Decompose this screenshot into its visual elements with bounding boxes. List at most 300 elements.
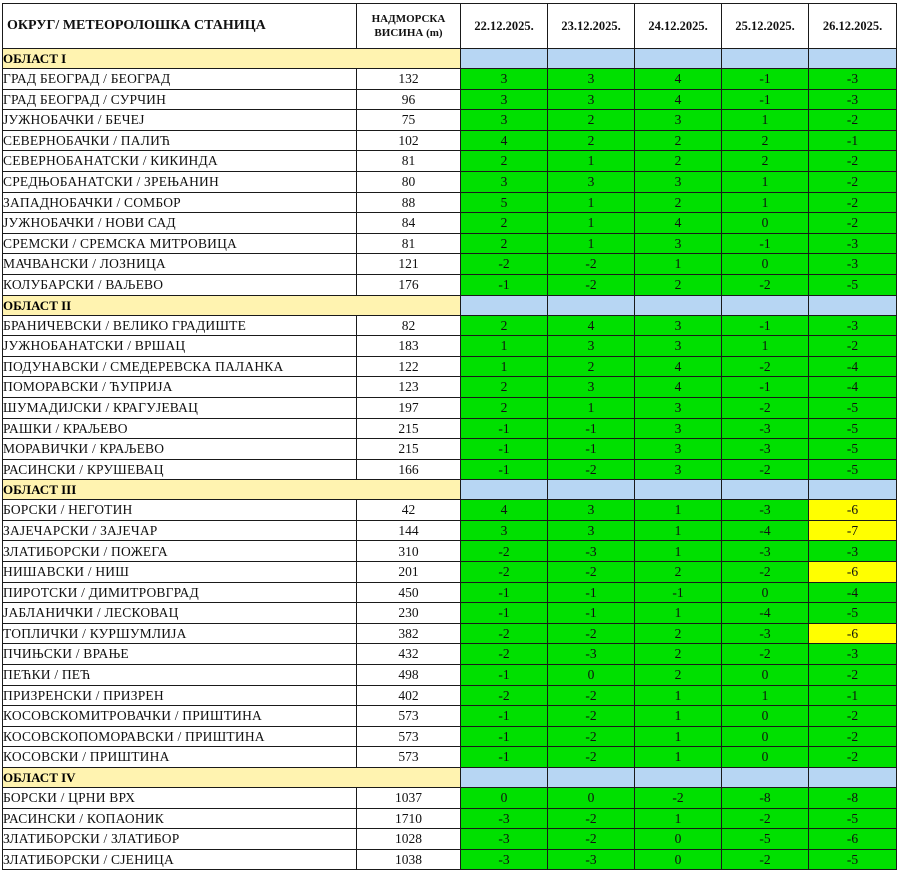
temperature-cell: 3 [461,171,548,192]
station-name: ЈУЖНОБАЧКИ / БЕЧЕЈ [3,110,357,131]
altitude-header-line1: НАДМОРСКА [371,13,446,25]
temperature-cell: -2 [809,665,897,686]
temperature-cell: 0 [635,829,722,850]
temperature-cell: 2 [635,644,722,665]
table-row [3,706,897,727]
temperature-cell: -2 [809,110,897,131]
table-row [3,151,897,172]
region-fill-cell [809,768,897,788]
region-label: ОБЛАСТ IV [3,768,461,788]
temperature-cell: 2 [461,315,548,336]
date-column-header: 22.12.2025. [461,4,548,49]
temperature-cell: -2 [635,788,722,809]
temperature-forecast-table [2,3,897,870]
table-row [3,520,897,541]
temperature-cell: 4 [635,69,722,90]
temperature-cell: -3 [548,541,635,562]
temperature-cell: 2 [722,130,809,151]
station-altitude: 81 [357,233,461,254]
region-fill-cell [461,768,548,788]
table-row [3,644,897,665]
station-altitude: 82 [357,315,461,336]
temperature-cell: 0 [722,582,809,603]
station-name: МОРАВИЧКИ / КРАЉЕВО [3,439,357,460]
temperature-cell: 0 [722,213,809,234]
temperature-cell: 4 [461,130,548,151]
temperature-cell: -3 [809,254,897,275]
table-row [3,788,897,809]
station-name: РАШКИ / КРАЉЕВО [3,418,357,439]
temperature-cell: 4 [635,89,722,110]
temperature-cell: 0 [461,788,548,809]
station-altitude: 75 [357,110,461,131]
temperature-cell: -1 [635,582,722,603]
table-row [3,623,897,644]
temperature-cell: -2 [809,706,897,727]
station-name: ЈУЖНОБАНАТСКИ / ВРШАЦ [3,336,357,357]
table-row [3,171,897,192]
station-name: СЕВЕРНОБАНАТСКИ / КИКИНДА [3,151,357,172]
region-fill-cell [548,49,635,69]
station-name: ГРАД БЕОГРАД / БЕОГРАД [3,69,357,90]
temperature-cell: -1 [722,89,809,110]
temperature-cell: 3 [548,500,635,521]
temperature-cell: 3 [548,377,635,398]
temperature-cell: -2 [722,356,809,377]
temperature-cell: 1 [461,336,548,357]
table-row [3,377,897,398]
station-altitude: 176 [357,274,461,295]
table-row [3,418,897,439]
temperature-cell: -3 [722,623,809,644]
station-name: КОЛУБАРСКИ / ВАЉЕВО [3,274,357,295]
station-altitude: 197 [357,397,461,418]
temperature-cell: -2 [548,747,635,768]
table-row [3,459,897,480]
temperature-cell: -2 [809,336,897,357]
temperature-cell: 3 [635,336,722,357]
station-altitude: 573 [357,726,461,747]
station-altitude: 102 [357,130,461,151]
temperature-cell: -3 [809,315,897,336]
temperature-cell: -2 [548,726,635,747]
temperature-cell: 3 [548,336,635,357]
temperature-cell: 0 [722,665,809,686]
table-row [3,254,897,275]
temperature-cell: -1 [461,439,548,460]
table-row [3,829,897,850]
station-altitude: 573 [357,747,461,768]
temperature-cell: -3 [548,849,635,870]
station-altitude: 432 [357,644,461,665]
temperature-cell: -5 [809,849,897,870]
station-name: КОСОВСКИ / ПРИШТИНА [3,747,357,768]
temperature-cell: 1 [722,685,809,706]
temperature-cell: -1 [548,582,635,603]
region-fill-cell [635,295,722,315]
altitude-column-header [357,4,461,49]
temperature-cell: 3 [548,69,635,90]
temperature-cell: -2 [809,171,897,192]
temperature-cell: 3 [635,233,722,254]
station-name: ЈАБЛАНИЧКИ / ЛЕСКОВАЦ [3,603,357,624]
region-fill-cell [461,295,548,315]
temperature-cell: 2 [548,130,635,151]
region-fill-cell [461,480,548,500]
temperature-cell: 4 [635,356,722,377]
temperature-cell: 2 [548,356,635,377]
station-altitude: 1037 [357,788,461,809]
temperature-cell: 2 [461,233,548,254]
station-name: РАСИНСКИ / КРУШЕВАЦ [3,459,357,480]
table-row [3,315,897,336]
station-name: СЕВЕРНОБАЧКИ / ПАЛИЋ [3,130,357,151]
station-name: ЗЛАТИБОРСКИ / ЗЛАТИБОР [3,829,357,850]
station-altitude: 81 [357,151,461,172]
temperature-cell: -2 [548,562,635,583]
station-name: БРАНИЧЕВСКИ / ВЕЛИКО ГРАДИШТЕ [3,315,357,336]
temperature-cell: 1 [722,171,809,192]
station-altitude: 1028 [357,829,461,850]
table-row [3,808,897,829]
temperature-cell: 5 [461,192,548,213]
temperature-cell: 2 [635,274,722,295]
station-altitude: 84 [357,213,461,234]
temperature-cell: -4 [722,520,809,541]
temperature-cell: -3 [809,644,897,665]
station-altitude: 121 [357,254,461,275]
temperature-cell: -1 [548,418,635,439]
temperature-cell: -1 [722,377,809,398]
temperature-cell: 2 [635,623,722,644]
temperature-cell: 3 [461,89,548,110]
station-name: ЈУЖНОБАЧКИ / НОВИ САД [3,213,357,234]
temperature-cell: 1 [635,726,722,747]
station-name: ЗЛАТИБОРСКИ / ПОЖЕГА [3,541,357,562]
station-altitude: 183 [357,336,461,357]
temperature-cell: 1 [722,192,809,213]
station-name: БОРСКИ / ЦРНИ ВРХ [3,788,357,809]
temperature-cell: -5 [809,439,897,460]
station-altitude: 42 [357,500,461,521]
region-fill-cell [635,768,722,788]
station-name: ЗАПАДНОБАЧКИ / СОМБОР [3,192,357,213]
temperature-cell: -2 [809,726,897,747]
temperature-cell: -2 [809,151,897,172]
region-fill-cell [722,768,809,788]
region-fill-cell [722,480,809,500]
temperature-cell: -2 [548,808,635,829]
temperature-cell: -6 [809,829,897,850]
temperature-cell: -2 [548,706,635,727]
temperature-cell: -6 [809,623,897,644]
station-altitude: 88 [357,192,461,213]
station-altitude: 230 [357,603,461,624]
temperature-cell: -1 [461,582,548,603]
station-altitude: 144 [357,520,461,541]
region-fill-cell [809,49,897,69]
temperature-cell: -2 [461,254,548,275]
temperature-cell: -3 [722,541,809,562]
temperature-cell: 2 [635,130,722,151]
temperature-cell: 4 [635,213,722,234]
temperature-cell: -1 [809,130,897,151]
temperature-cell: 3 [461,69,548,90]
temperature-cell: 1 [635,685,722,706]
station-altitude: 122 [357,356,461,377]
station-altitude: 123 [357,377,461,398]
temperature-cell: -1 [461,459,548,480]
temperature-cell: 1 [722,336,809,357]
station-name: ГРАД БЕОГРАД / СУРЧИН [3,89,357,110]
table-row [3,500,897,521]
table-row [3,130,897,151]
region-row [3,295,897,315]
station-altitude: 166 [357,459,461,480]
station-name: ШУМАДИЈСКИ / КРАГУЈЕВАЦ [3,397,357,418]
table-row [3,89,897,110]
temperature-cell: 2 [461,213,548,234]
temperature-cell: 1 [635,541,722,562]
temperature-cell: -1 [461,274,548,295]
temperature-cell: 1 [548,397,635,418]
table-row [3,562,897,583]
table-row [3,69,897,90]
region-fill-cell [548,480,635,500]
station-altitude: 96 [357,89,461,110]
region-fill-cell [722,49,809,69]
temperature-cell: -1 [461,726,548,747]
temperature-cell: -2 [809,213,897,234]
temperature-cell: -5 [722,829,809,850]
temperature-cell: -1 [548,439,635,460]
temperature-cell: 2 [461,397,548,418]
temperature-cell: -6 [809,500,897,521]
station-name: ПОДУНАВСКИ / СМЕДЕРЕВСКА ПАЛАНКА [3,356,357,377]
temperature-cell: 1 [635,747,722,768]
temperature-cell: 2 [461,377,548,398]
date-column-header: 24.12.2025. [635,4,722,49]
station-altitude: 1710 [357,808,461,829]
station-name: ТОПЛИЧКИ / КУРШУМЛИЈА [3,623,357,644]
temperature-cell: 1 [548,213,635,234]
temperature-cell: -8 [722,788,809,809]
temperature-cell: -3 [461,849,548,870]
region-fill-cell [548,295,635,315]
station-name: СРЕДЊОБАНАТСКИ / ЗРЕЊАНИН [3,171,357,192]
temperature-cell: 3 [461,110,548,131]
region-row [3,768,897,788]
temperature-cell: 0 [722,706,809,727]
temperature-cell: -1 [461,706,548,727]
temperature-cell: -4 [809,377,897,398]
altitude-header-line2: ВИСИНА (m) [374,27,443,39]
station-altitude: 132 [357,69,461,90]
station-name: СРЕМСКИ / СРЕМСКА МИТРОВИЦА [3,233,357,254]
temperature-cell: -2 [722,397,809,418]
temperature-cell: 2 [548,110,635,131]
temperature-cell: -5 [809,459,897,480]
temperature-cell: -1 [722,69,809,90]
station-altitude: 402 [357,685,461,706]
temperature-cell: -2 [461,562,548,583]
station-name: ЗЛАТИБОРСКИ / СЈЕНИЦА [3,849,357,870]
temperature-cell: 3 [461,520,548,541]
station-name: РАСИНСКИ / КОПАОНИК [3,808,357,829]
table-body [3,49,897,870]
station-altitude: 80 [357,171,461,192]
table-row [3,685,897,706]
temperature-cell: -2 [722,562,809,583]
temperature-cell: 0 [722,747,809,768]
temperature-cell: -1 [461,418,548,439]
table-row [3,603,897,624]
temperature-cell: -2 [722,274,809,295]
date-column-header: 26.12.2025. [809,4,897,49]
table-row [3,582,897,603]
temperature-cell: -4 [809,356,897,377]
region-label: ОБЛАСТ III [3,480,461,500]
temperature-cell: -1 [722,233,809,254]
table-row [3,110,897,131]
header-row [3,4,897,49]
station-name: МАЧВАНСКИ / ЛОЗНИЦА [3,254,357,275]
region-label: ОБЛАСТ II [3,295,461,315]
table-row [3,665,897,686]
temperature-cell: 2 [635,562,722,583]
temperature-cell: -4 [809,582,897,603]
table-row [3,213,897,234]
temperature-cell: -2 [809,192,897,213]
temperature-cell: -2 [461,644,548,665]
temperature-cell: -5 [809,603,897,624]
temperature-cell: -1 [809,685,897,706]
temperature-cell: -3 [722,418,809,439]
station-name: КОСОВСКОПОМОРАВСКИ / ПРИШТИНА [3,726,357,747]
temperature-cell: 3 [548,171,635,192]
temperature-cell: -2 [722,459,809,480]
table-row [3,849,897,870]
station-altitude: 498 [357,665,461,686]
temperature-cell: -2 [461,685,548,706]
temperature-cell: 2 [635,151,722,172]
temperature-cell: 1 [635,254,722,275]
station-name: ЗАЈЕЧАРСКИ / ЗАЈЕЧАР [3,520,357,541]
region-fill-cell [722,295,809,315]
temperature-cell: -2 [722,849,809,870]
region-row [3,480,897,500]
temperature-cell: 3 [635,171,722,192]
table-row [3,541,897,562]
table-row [3,439,897,460]
table-row [3,274,897,295]
temperature-cell: -3 [722,439,809,460]
temperature-cell: 2 [635,665,722,686]
station-altitude: 382 [357,623,461,644]
temperature-cell: 1 [548,233,635,254]
temperature-cell: -5 [809,418,897,439]
temperature-cell: -3 [461,808,548,829]
station-altitude: 310 [357,541,461,562]
temperature-cell: -2 [548,274,635,295]
temperature-cell: 1 [722,110,809,131]
temperature-cell: 0 [548,665,635,686]
temperature-cell: -2 [548,254,635,275]
temperature-cell: -3 [461,829,548,850]
region-fill-cell [548,768,635,788]
temperature-cell: 0 [722,254,809,275]
temperature-cell: 1 [635,808,722,829]
date-column-header: 25.12.2025. [722,4,809,49]
station-name: НИШАВСКИ / НИШ [3,562,357,583]
station-name: ПЕЋКИ / ПЕЋ [3,665,357,686]
temperature-cell: -7 [809,520,897,541]
temperature-cell: -1 [548,603,635,624]
station-altitude: 215 [357,418,461,439]
temperature-cell: 1 [635,603,722,624]
temperature-cell: 1 [635,520,722,541]
temperature-cell: -3 [809,89,897,110]
temperature-cell: -3 [809,541,897,562]
table-row [3,192,897,213]
temperature-cell: 2 [635,192,722,213]
temperature-cell: -2 [548,829,635,850]
station-altitude: 201 [357,562,461,583]
temperature-cell: 3 [635,439,722,460]
station-altitude: 1038 [357,849,461,870]
temperature-cell: 2 [722,151,809,172]
region-fill-cell [461,49,548,69]
temperature-cell: -2 [461,623,548,644]
temperature-cell: -8 [809,788,897,809]
temperature-cell: 4 [548,315,635,336]
station-altitude: 215 [357,439,461,460]
region-fill-cell [635,480,722,500]
temperature-cell: -6 [809,562,897,583]
temperature-cell: 0 [635,849,722,870]
table-row [3,747,897,768]
temperature-cell: 1 [635,500,722,521]
temperature-cell: 3 [635,315,722,336]
temperature-cell: 3 [635,459,722,480]
temperature-cell: 2 [461,151,548,172]
table-row [3,356,897,377]
table-row [3,336,897,357]
station-altitude: 450 [357,582,461,603]
temperature-cell: -2 [548,685,635,706]
temperature-cell: -5 [809,397,897,418]
station-name: ПИРОТСКИ / ДИМИТРОВГРАД [3,582,357,603]
temperature-cell: 0 [722,726,809,747]
station-altitude: 573 [357,706,461,727]
temperature-cell: -1 [722,315,809,336]
temperature-cell: -5 [809,274,897,295]
temperature-cell: 3 [635,418,722,439]
temperature-cell: -1 [461,603,548,624]
region-label: ОБЛАСТ I [3,49,461,69]
temperature-cell: -3 [809,69,897,90]
temperature-cell: 3 [548,520,635,541]
temperature-cell: -1 [461,665,548,686]
region-fill-cell [635,49,722,69]
table-row [3,726,897,747]
temperature-cell: 3 [548,89,635,110]
date-column-header: 23.12.2025. [548,4,635,49]
station-name: КОСОВСКОМИТРОВАЧКИ / ПРИШТИНА [3,706,357,727]
temperature-cell: 0 [548,788,635,809]
region-row [3,49,897,69]
temperature-cell: 1 [635,706,722,727]
